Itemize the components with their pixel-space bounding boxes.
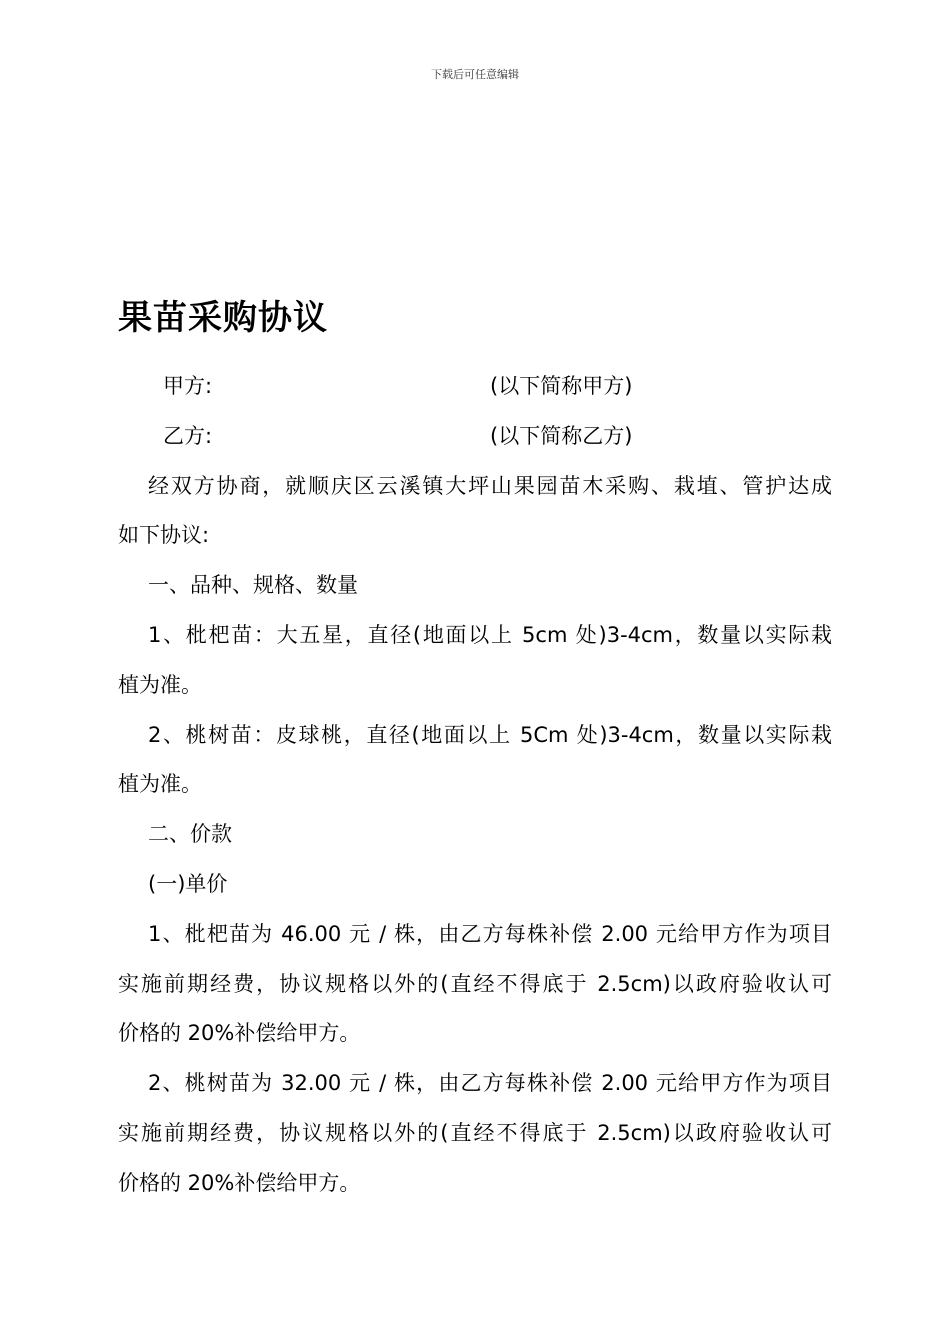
document-title: 果苗采购协议 (118, 298, 328, 338)
party-b-suffix: (以下简称乙方) (490, 423, 633, 448)
section-2-item-2-line-1: 2、桃树苗为 32.00 元 / 株，由乙方每株补偿 2.00 元给甲方作为项目 (148, 1071, 832, 1096)
section-1-item-1-line-2: 植为准。 (118, 672, 202, 697)
page-header-note: 下载后可任意编辑 (431, 68, 519, 81)
section-1-item-2-line-2: 植为准。 (118, 772, 202, 797)
section-2-item-2-line-3: 价格的 20%补偿给甲方。 (118, 1170, 361, 1195)
party-a-line (118, 362, 832, 412)
section-2-heading: 二、价款 (148, 822, 232, 847)
party-a-label: 甲方: (163, 374, 213, 398)
section-2-subheading: (一)单价 (148, 871, 228, 896)
section-1-heading: 一、品种、规格、数量 (148, 573, 358, 598)
intro-line-2: 如下协议: (118, 523, 210, 548)
section-1-item-1-line-1: 1、枇杷苗：大五星，直径(地面以上 5cm 处)3-4cm，数量以实际栽 (148, 622, 832, 647)
party-a-suffix: (以下简称甲方) (490, 374, 633, 398)
intro-line-1: 经双方协商，就顺庆区云溪镇大坪山果园苗木采购、栽埴、管护达成 (148, 473, 832, 498)
section-2-item-1-line-3: 价格的 20%补偿给甲方。 (118, 1021, 361, 1046)
party-b-line (118, 412, 832, 462)
party-b-label: 乙方: (163, 423, 213, 448)
document-body (118, 362, 832, 1209)
section-2-item-2-line-2: 实施前期经费，协议规格以外的(直经不得底于 2.5cm)以政府验收认可 (118, 1120, 832, 1145)
section-1-item-2-line-1: 2、桃树苗：皮球桃，直径(地面以上 5Cm 处)3-4cm，数量以实际栽 (148, 722, 832, 747)
section-2-item-1-line-1: 1、枇杷苗为 46.00 元 / 株，由乙方每株补偿 2.00 元给甲方作为项目 (148, 921, 832, 946)
section-2-item-1-line-2: 实施前期经费，协议规格以外的(直经不得底于 2.5cm)以政府验收认可 (118, 971, 832, 996)
